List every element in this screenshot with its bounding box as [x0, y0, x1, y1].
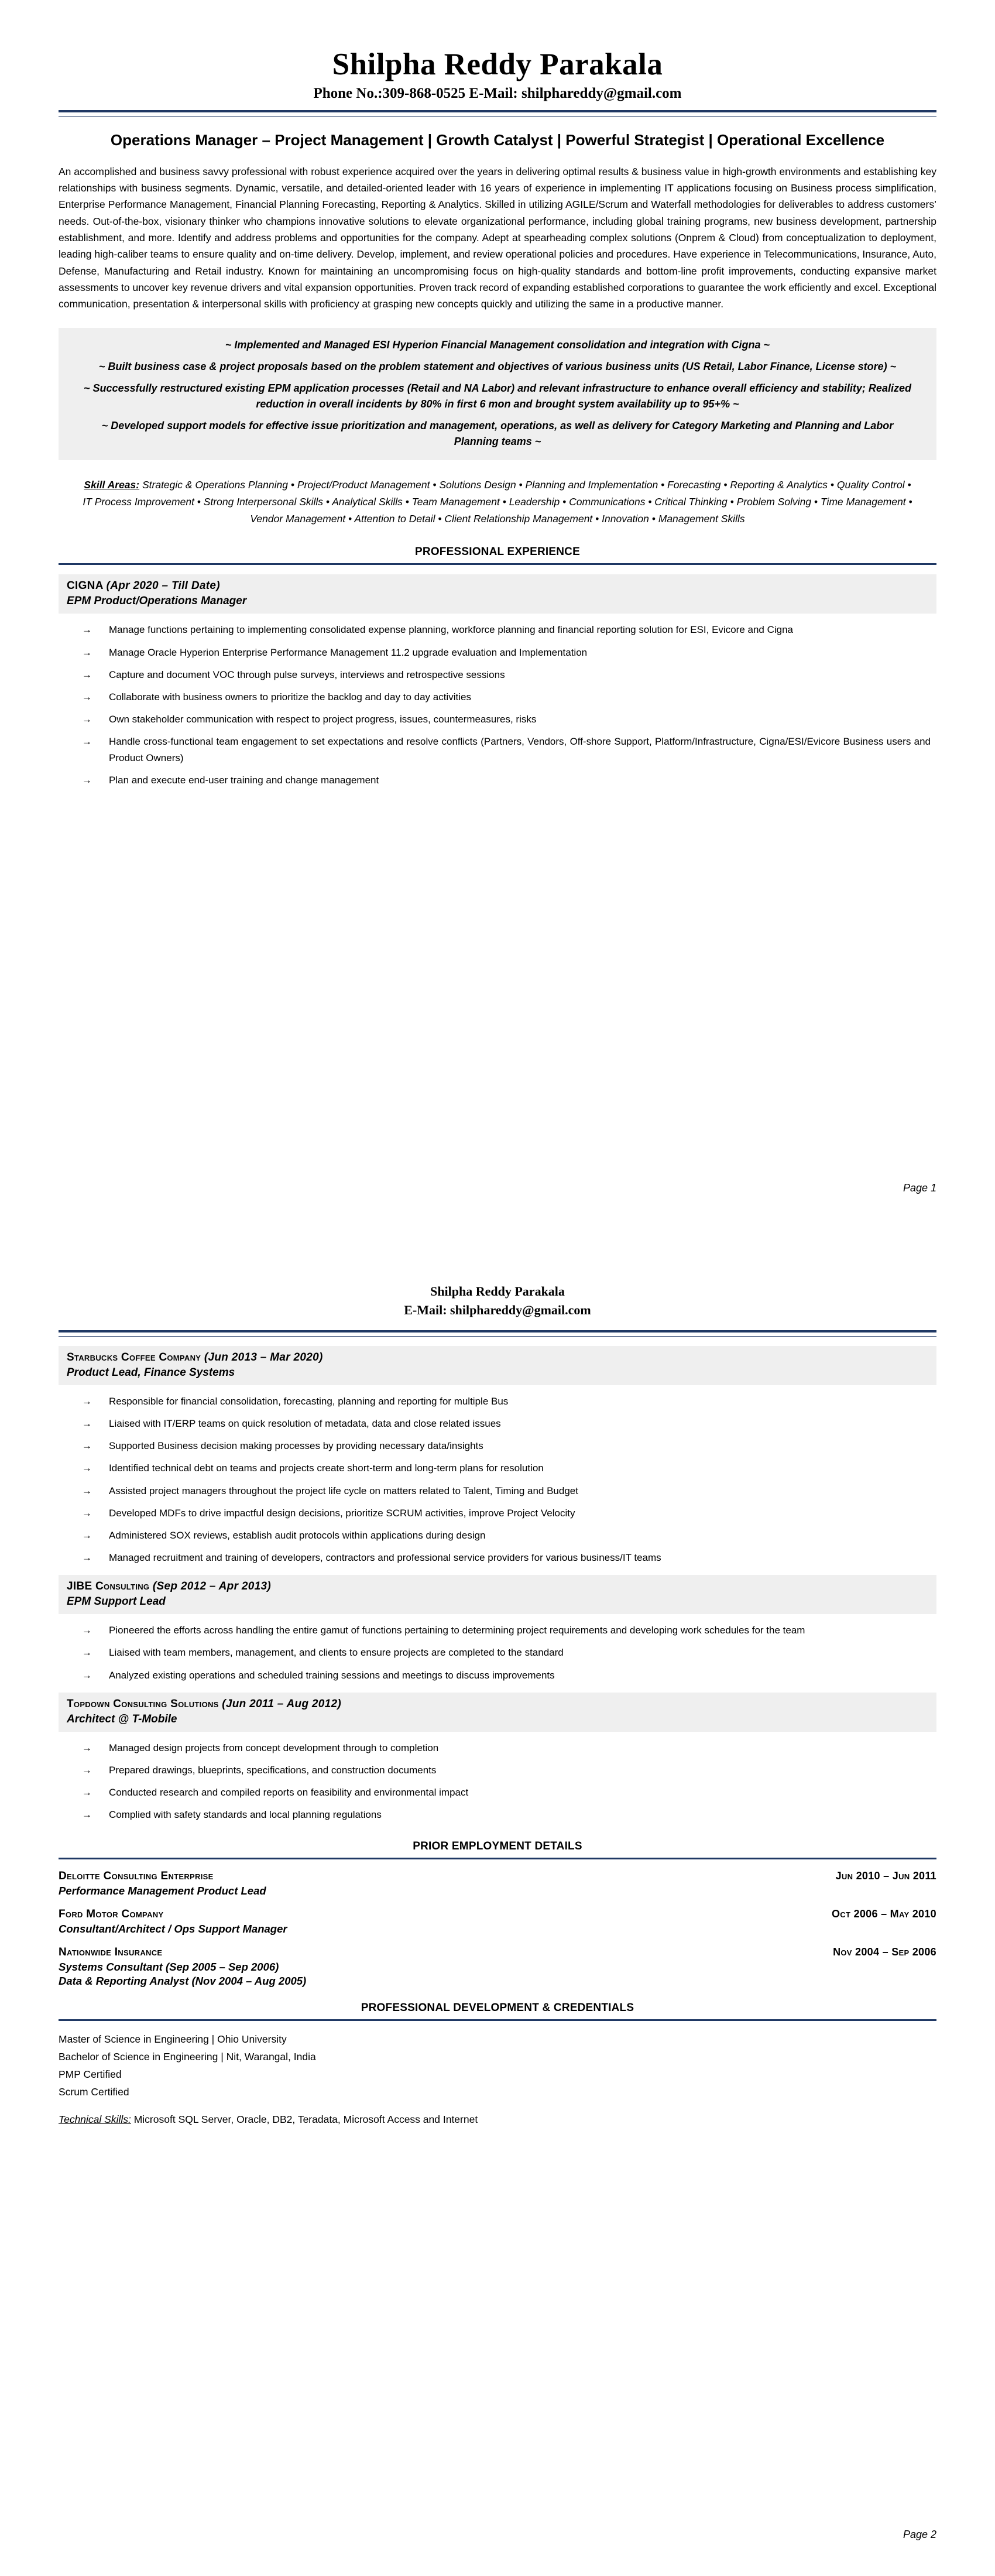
arrow-icon: →	[82, 1742, 92, 1753]
list-item	[82, 1416, 931, 1431]
job-header	[59, 1346, 936, 1385]
page2-name: Shilpha Reddy Parakala	[430, 1284, 565, 1299]
prior-employment-row	[59, 1946, 936, 1959]
bullet-text: Collaborate with business owners to prioritize the backlog and day to day activities	[109, 691, 471, 703]
contact-line: Phone No.:309-868-0525 E-Mail: shilphareddy@gmail.com	[313, 85, 682, 101]
list-item	[82, 1483, 931, 1499]
list-item	[82, 1784, 931, 1800]
arrow-icon: →	[82, 1440, 92, 1452]
arrow-icon: →	[82, 1529, 92, 1541]
job-company	[67, 580, 928, 592]
page2-rule-thick	[59, 1330, 936, 1332]
prior-role: Consultant/Architect / Ops Support Manager	[59, 1922, 287, 1935]
list-item	[82, 1438, 931, 1454]
list-item: Bachelor of Science in Engineering | Nit, Warangal, India	[59, 2050, 316, 2063]
prior-role: Systems Consultant (Sep 2005 – Sep 2006)	[59, 1960, 279, 1973]
list-item	[82, 1550, 931, 1566]
prior-dates: Nov 2004 – Sep 2006	[833, 1945, 936, 1958]
page-title: Shilpha Reddy Parakala	[332, 47, 663, 81]
list-item: Master of Science in Engineering | Ohio University	[59, 2033, 287, 2045]
list-item	[82, 1740, 931, 1756]
arrow-icon: →	[82, 1507, 92, 1519]
job-company	[67, 1351, 928, 1364]
job-company	[67, 1698, 928, 1711]
list-item	[82, 711, 931, 727]
bullet-text: Capture and document VOC through pulse surveys, interviews and retrospective sessions	[109, 669, 505, 680]
prior-company: Deloitte Consulting Enterprise	[59, 1869, 214, 1882]
arrow-icon: →	[82, 1765, 92, 1776]
list-item	[82, 1622, 931, 1638]
job-dates: (Apr 2020 – Till Date)	[106, 580, 220, 592]
job-bullets	[59, 1393, 936, 1566]
job-role: EPM Product/Operations Manager	[67, 595, 247, 608]
page-footer: Page 2	[903, 2529, 936, 2540]
bullet-text: Pioneered the efforts across handling the entire gamut of functions pertaining to determining project requirements and developing work schedules for the team	[109, 1625, 805, 1636]
arrow-icon: →	[82, 774, 92, 786]
arrow-icon: →	[82, 1417, 92, 1429]
page2-email: E-Mail: shilphareddy@gmail.com	[404, 1302, 591, 1317]
job-header	[59, 1575, 936, 1614]
bullet-text: Prepared drawings, blueprints, specifications, and construction documents	[109, 1765, 437, 1776]
arrow-icon: →	[82, 1809, 92, 1821]
arrow-icon: →	[82, 1395, 92, 1407]
skill-areas	[59, 474, 936, 532]
list-item: Scrum Certified	[59, 2085, 129, 2098]
list-item	[82, 1807, 931, 1823]
job-bullets	[59, 622, 936, 788]
arrow-icon: →	[82, 1625, 92, 1636]
list-item	[82, 689, 931, 705]
bullet-text: Own stakeholder communication with respect to project progress, issues, countermeasures, risks	[109, 714, 537, 725]
section-professional-experience: PROFESSIONAL EXPERIENCE	[59, 542, 936, 565]
job-header	[59, 1693, 936, 1732]
highlight-item: ~ Successfully restructured existing EPM application processes (Retail and NA Labor) and relevant infrastructure to enhance overall efficiency and stability; Realized reduction in overall incidents by 80% in first 6 mon and brought system availability up to 95+% ~	[84, 382, 911, 410]
job-bullets	[59, 1622, 936, 1683]
bullet-text: Plan and execute end-user training and change management	[109, 774, 379, 786]
prior-employment-row	[59, 1908, 936, 1921]
key-highlights-box	[59, 328, 936, 460]
bullet-text: Identified technical debt on teams and projects create short-term and long-term plans for resolution	[109, 1462, 544, 1474]
arrow-icon: →	[82, 1485, 92, 1496]
list-item	[82, 1762, 931, 1778]
job-dates: (Jun 2011 – Aug 2012)	[222, 1697, 342, 1710]
list-item	[82, 734, 931, 765]
job-dates: (Sep 2012 – Apr 2013)	[152, 1580, 271, 1593]
bullet-text: Manage functions pertaining to implementing consolidated expense planning, workforce planning and financial reporting solution for ESI, Evicore and Cigna	[109, 624, 793, 636]
bullet-text: Handle cross-functional team engagement to set expectations and resolve conflicts (Partners, Vendors, Off-shore Support, Platform/Infrastructure, Cigna/ESI/Evicore Business users and Product Owners)	[109, 736, 931, 763]
bullet-text: Assisted project managers throughout the project life cycle on matters related to Talent, Timing and Budget	[109, 1485, 578, 1496]
job-company-name: CIGNA	[67, 580, 104, 592]
bullet-text: Liaised with team members, management, and clients to ensure projects are completed to the standard	[109, 1647, 564, 1659]
technical-skills	[59, 2111, 936, 2128]
arrow-icon: →	[82, 1669, 92, 1681]
arrow-icon: →	[82, 1787, 92, 1799]
technical-skills-text: Microsoft SQL Server, Oracle, DB2, Teradata, Microsoft Access and Internet	[131, 2113, 478, 2125]
bullet-text: Supported Business decision making processes by providing necessary data/insights	[109, 1440, 483, 1452]
header-rule-thin	[59, 116, 936, 117]
prior-employment-entry	[59, 1908, 936, 1936]
highlight-item: ~ Developed support models for effective issue prioritization and management, operations, as well as delivery for Category Marketing and Planning and Labor Planning teams ~	[101, 419, 894, 447]
job-role: Product Lead, Finance Systems	[67, 1366, 235, 1379]
section-professional-development: PROFESSIONAL DEVELOPMENT & CREDENTIALS	[59, 1998, 936, 2021]
section-prior-employment: PRIOR EMPLOYMENT DETAILS	[59, 1837, 936, 1859]
bullet-text: Developed MDFs to drive impactful design decisions, prioritize SCRUM activities, improve Project Velocity	[109, 1507, 575, 1519]
header-rule-thick	[59, 110, 936, 112]
bullet-text: Conducted research and compiled reports on feasibility and environmental impact	[109, 1787, 469, 1799]
job-company	[67, 1580, 928, 1593]
professional-summary: An accomplished and business savvy professional with robust experience acquired over the years in delivering optimal results & business value in high-growth environments and establishing key relationships with business segments. Dynamic, versatile, and detailed-oriented leader with 16 years of experience in implementing IT applications focusing on Business process simplification, Enterprise Performance Management, Financial Planning Forecasting, Reporting & Analytics. Skilled in utilizing AGILE/Scrum and Waterfall methodologies for deliverables to address customers’ needs. Out-of-the-box, visionary thinker who champions innovative solutions to elevate organizational performance, including global training programs, new business development, partnership establishment, and more. Identify and address problems and opportunities for the company. Adept at spearheading complex solutions (Onprem & Cloud) from conceptualization to deployment, leading high-caliber teams to ensure quality and on-time delivery. Develop, implement, and review operational policies and procedures. Have experience in Telecommunications, Insurance, Auto, Defense, Manufacturing and Retail industry. Known for maintaining an uncompromising focus on high-quality standards and bottom-line profit improvements, conducting expansive market assessments to uncover key revenue drivers and vital expansion opportunities. Proven track record of expanding established corporations to guarantee the work efficiently and excel. Exceptional communication, presentation & interpersonal skills with proficiency at grasping new concepts quickly and utilizing the same in a productive manner.	[59, 165, 936, 310]
bullet-text: Complied with safety standards and local planning regulations	[109, 1809, 382, 1821]
arrow-icon: →	[82, 691, 92, 703]
arrow-icon: →	[82, 1647, 92, 1659]
prior-dates: Jun 2010 – Jun 2011	[835, 1869, 936, 1882]
prior-company: Ford Motor Company	[59, 1907, 164, 1920]
job-role: Architect @ T-Mobile	[67, 1712, 177, 1725]
job-company-name: Topdown Consulting Solutions	[67, 1697, 219, 1710]
arrow-icon: →	[82, 1462, 92, 1474]
arrow-icon: →	[82, 646, 92, 658]
job-bullets	[59, 1740, 936, 1823]
prior-employment-entry	[59, 1946, 936, 1988]
technical-skills-label: Technical Skills:	[59, 2113, 131, 2125]
page2-rule-thin	[59, 1336, 936, 1337]
job-dates: (Jun 2013 – Mar 2020)	[204, 1351, 323, 1364]
credentials-list	[59, 2030, 936, 2101]
prior-role: Performance Management Product Lead	[59, 1884, 266, 1897]
job-header	[59, 574, 936, 614]
list-item	[82, 1505, 931, 1521]
skill-areas-label: Skill Areas:	[84, 478, 140, 491]
highlight-item: ~ Implemented and Managed ESI Hyperion Financial Management consolidation and integration with Cigna ~	[225, 338, 770, 351]
prior-dates: Oct 2006 – May 2010	[832, 1907, 936, 1920]
list-item	[82, 1645, 931, 1660]
job-company-name: JIBE Consulting	[67, 1580, 150, 1593]
bullet-text: Liaised with IT/ERP teams on quick resolution of metadata, data and close related issues	[109, 1417, 501, 1429]
arrow-icon: →	[82, 714, 92, 725]
arrow-icon: →	[82, 1552, 92, 1564]
list-item: PMP Certified	[59, 2068, 122, 2080]
job-role: EPM Support Lead	[67, 1595, 166, 1608]
resume-page-1	[0, 0, 995, 1229]
arrow-icon: →	[82, 669, 92, 680]
bullet-text: Managed recruitment and training of developers, contractors and professional service providers for various business/IT teams	[109, 1552, 661, 1564]
bullet-text: Manage Oracle Hyperion Enterprise Performance Management 11.2 upgrade evaluation and Implementation	[109, 646, 588, 658]
prior-employment-entry	[59, 1870, 936, 1897]
list-item	[82, 645, 931, 660]
resume-page-2	[0, 1229, 995, 2576]
list-item	[82, 772, 931, 788]
list-item	[82, 1393, 931, 1409]
bullet-text: Analyzed existing operations and scheduled training sessions and meetings to discuss improvements	[109, 1669, 555, 1681]
arrow-icon: →	[82, 624, 92, 636]
list-item	[82, 622, 931, 638]
prior-role-secondary: Data & Reporting Analyst (Nov 2004 – Aug 2005)	[59, 1974, 307, 1987]
bullet-text: Responsible for financial consolidation, forecasting, planning and reporting for multiple Bus	[109, 1395, 509, 1407]
page-footer: Page 1	[903, 1182, 936, 1194]
bullet-text: Managed design projects from concept development through to completion	[109, 1742, 439, 1753]
job-company-name: Starbucks Coffee Company	[67, 1351, 201, 1364]
prior-company: Nationwide Insurance	[59, 1945, 163, 1958]
skill-areas-text: Strategic & Operations Planning • Project/Product Management • Solutions Design • Planning and Implementation • Forecasting • Reporting & Analytics • Quality Control • IT Process Improvement • Strong Interpersonal Skills • Analytical Skills • Team Management • Leadership • Communications • Critical Thinking • Problem Solving • Time Management • Vendor Management • Attention to Detail • Client Relationship Management • Innovation • Management Skills	[83, 478, 912, 525]
highlight-item: ~ Built business case & project proposals based on the problem statement and objectives of various business units (US Retail, Labor Finance, License store) ~	[98, 360, 897, 372]
list-item	[82, 1667, 931, 1683]
list-item	[82, 667, 931, 683]
headline: Operations Manager – Project Management | Growth Catalyst | Powerful Strategist | Operational Excellence	[110, 131, 885, 149]
prior-employment-row	[59, 1870, 936, 1883]
list-item	[82, 1460, 931, 1476]
bullet-text: Administered SOX reviews, establish audit protocols within applications during design	[109, 1529, 486, 1541]
arrow-icon: →	[82, 736, 92, 748]
list-item	[82, 1527, 931, 1543]
page2-header	[59, 1282, 936, 1320]
